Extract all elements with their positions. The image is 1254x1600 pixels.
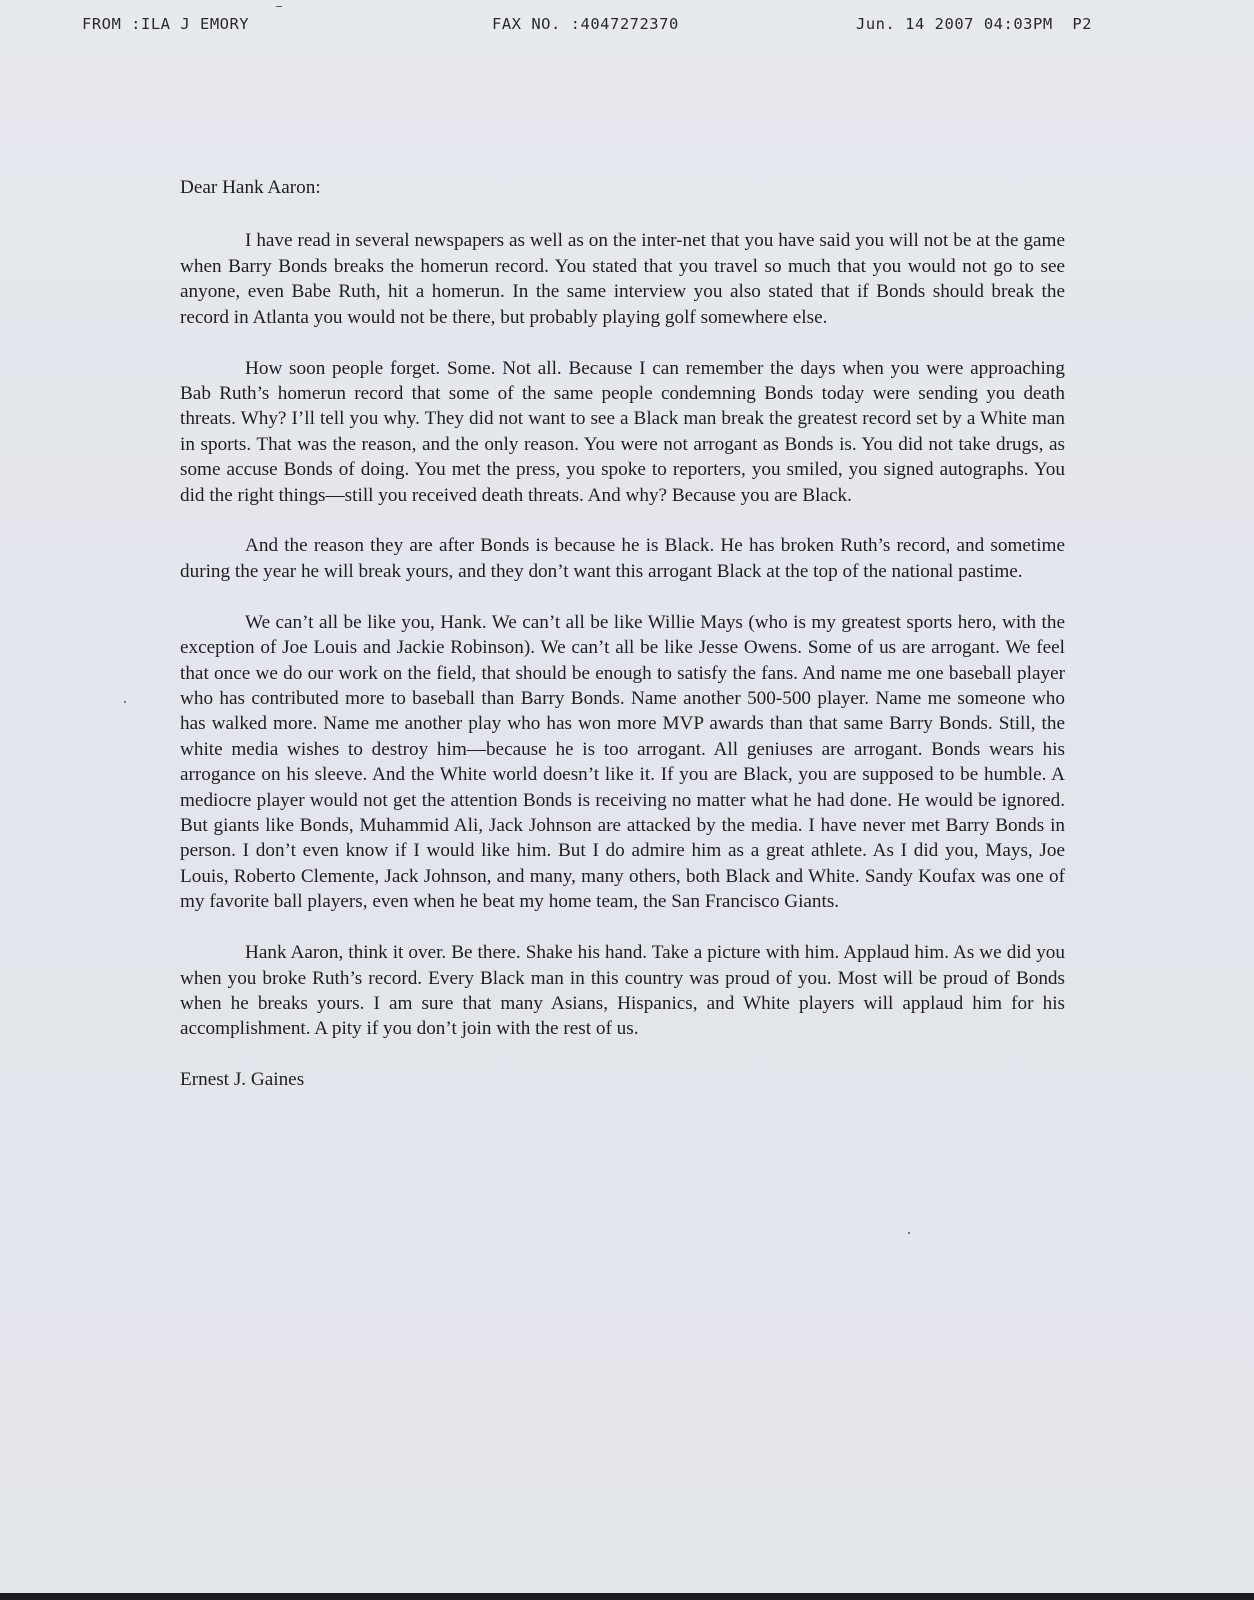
scan-speck: [276, 6, 282, 7]
fax-sender: FROM :ILA J EMORY: [82, 15, 250, 33]
letter-paragraph-3: And the reason they are after Bonds is because he is Black. He has broken Ruth’s record, and sometime during the year he will break yours, and they don’t want this arrogant Black at the top of the national pastime.: [180, 535, 1065, 582]
letter-body: [180, 175, 1065, 1093]
fax-date-time: Jun. 14 2007 04:03PM: [856, 15, 1053, 33]
fax-date-page: [856, 15, 1092, 33]
scan-bottom-edge: [0, 1593, 1254, 1600]
letter-paragraph-2: How soon people forget. Some. Not all. Because I can remember the days when you were approaching Bab Ruth’s homerun record that some of the same people condemning Bonds today were sending you death threats. Why? I’ll tell you why. They did not want to see a Black man break the greatest record set by a White man in sports. That was the reason, and the only reason. You were not arrogant as Bonds is. You did not take drugs, as some accuse Bonds of doing. You met the press, you spoke to reporters, you smiled, you signed autographs. You did the right things—still you received death threats. And why? Because you are Black.: [180, 357, 1065, 506]
scan-speck: [124, 701, 126, 703]
scan-speck: [908, 1232, 910, 1234]
fax-header: [82, 15, 1092, 39]
letter-paragraph-4: We can’t all be like you, Hank. We can’t all be like Willie Mays (who is my greatest sports hero, with the exception of Joe Louis and Jackie Robinson). We can’t all be like Jesse Owens. Some of us are arrogant. We feel that once we do our work on the field, that should be enough to satisfy the fans. And name me one baseball player who has contributed more to baseball than Barry Bonds. Name another 500-500 player. Name me someone who has walked more. Name me another play who has won more MVP awards than that same Barry Bonds. Still, the white media wishes to destroy him—because he is too arrogant. All geniuses are arrogant. Bonds wears his arrogance on his sleeve. And the White world doesn’t like it. If you are Black, you are supposed to be humble. A mediocre player would not get the attention Bonds is receiving no matter what he had done. He would be ignored. But giants like Bonds, Muhammid Ali, Jack Johnson are attacked by the media. I have never met Barry Bonds in person. I don’t even know if I would like him. But I do admire him as a great athlete. As I did you, Mays, Joe Louis, Roberto Clemente, Jack Johnson, and many, many others, both Black and White. Sandy Koufax was one of my favorite ball players, even when he beat my home team, the San Francisco Giants.: [180, 611, 1065, 913]
fax-number: FAX NO. :4047272370: [492, 15, 679, 33]
fax-page-number: P2: [1072, 15, 1092, 33]
letter-paragraph-1: I have read in several newspapers as well as on the inter-net that you have said you will not be at the game when Barry Bonds breaks the homerun record. You stated that you travel so much that you would not go to see anyone, even Babe Ruth, hit a homerun. In the same interview you also stated that if Bonds should break the record in Atlanta you would not be there, but probably playing golf somewhere else.: [180, 230, 1065, 328]
letter-paragraph-5: Hank Aaron, think it over. Be there. Shake his hand. Take a picture with him. Applaud him. As we did you when you broke Ruth’s record. Every Black man in this country was proud of you. Most will be proud of Bonds when he breaks yours. I am sure that many Asians, Hispanics, and White players will applaud him for his accomplishment. A pity if you don’t join with the rest of us.: [180, 942, 1065, 1040]
letter-salutation: Dear Hank Aaron:: [180, 177, 321, 198]
letter-signature: Ernest J. Gaines: [180, 1069, 305, 1091]
